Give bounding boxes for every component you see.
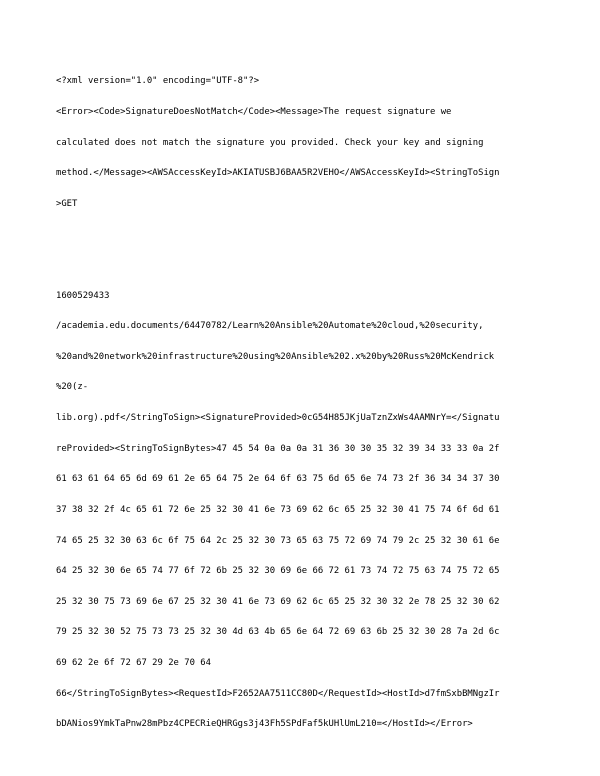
xml-declaration-line: <?xml version="1.0" encoding="UTF-8"?> [56, 76, 260, 87]
timestamp-line: 1600529433 [56, 290, 110, 301]
string-to-sign-bytes-line: 25 32 30 75 73 69 6e 67 25 32 30 41 6e 73 69 62 6c 65 25 32 30 32 2e 78 25 32 30 62 [56, 596, 500, 607]
error-code-line: <Error><Code>SignatureDoesNotMatch</Code><Message>The request signature we [56, 107, 452, 118]
string-to-sign-bytes-line: 69 62 2e 6f 72 67 29 2e 70 64 [56, 657, 211, 668]
string-to-sign-bytes-line: 37 38 32 2f 4c 65 61 72 6e 25 32 30 41 6e 73 69 62 6c 65 25 32 30 41 75 74 6f 6d 61 [56, 504, 500, 515]
xml-error-document [56, 56, 546, 740]
string-to-sign-method-line: >GET [56, 198, 78, 209]
access-key-line: method.</Message><AWSAccessKeyId>AKIATUSBJ6BAA5R2VEHO</AWSAccessKeyId><StringToSign [56, 168, 500, 179]
string-to-sign-bytes-line: 79 25 32 30 52 75 73 73 25 32 30 4d 63 4b 65 6e 64 72 69 63 6b 25 32 30 28 7a 2d 6c [56, 627, 500, 638]
resource-path-line: %20(z- [56, 382, 89, 393]
blank-line [56, 229, 546, 239]
request-id-line: 66</StringToSignBytes><RequestId>F2652AA7511CC80D</RequestId><HostId>d7fmSxbBMNgzIr [56, 688, 500, 699]
resource-path-line: %20and%20network%20infrastructure%20using%20Ansible%202.x%20by%20Russ%20McKendrick [56, 351, 495, 362]
string-to-sign-bytes-line: reProvided><StringToSignBytes>47 45 54 0a 0a 0a 31 36 30 30 35 32 39 34 33 33 0a 2f [56, 443, 500, 454]
blank-line [56, 260, 546, 270]
resource-path-line: /academia.edu.documents/64470782/Learn%20Ansible%20Automate%20cloud,%20security, [56, 321, 484, 332]
string-to-sign-bytes-line: 74 65 25 32 30 63 6c 6f 75 64 2c 25 32 30 73 65 63 75 72 69 74 79 2c 25 32 30 61 6e [56, 535, 500, 546]
host-id-line: bDANios9YmkTaPnw28mPbz4CPECRieQHRGgs3j43Fh5SPdFaf5kUHlUmL210=</HostId></Error> [56, 719, 473, 730]
string-to-sign-bytes-line: 61 63 61 64 65 6d 69 61 2e 65 64 75 2e 64 6f 63 75 6d 65 6e 74 73 2f 36 34 34 37 30 [56, 474, 500, 485]
string-to-sign-bytes-line: 64 25 32 30 6e 65 74 77 6f 72 6b 25 32 30 69 6e 66 72 61 73 74 72 75 63 74 75 72 65 [56, 566, 500, 577]
signature-provided-line: lib.org).pdf</StringToSign><SignatureProvided>0cG54H85JKjUaTznZxWs4AAMNrY=</Signatu [56, 413, 500, 424]
error-message-line: calculated does not match the signature you provided. Check your key and signing [56, 137, 484, 148]
